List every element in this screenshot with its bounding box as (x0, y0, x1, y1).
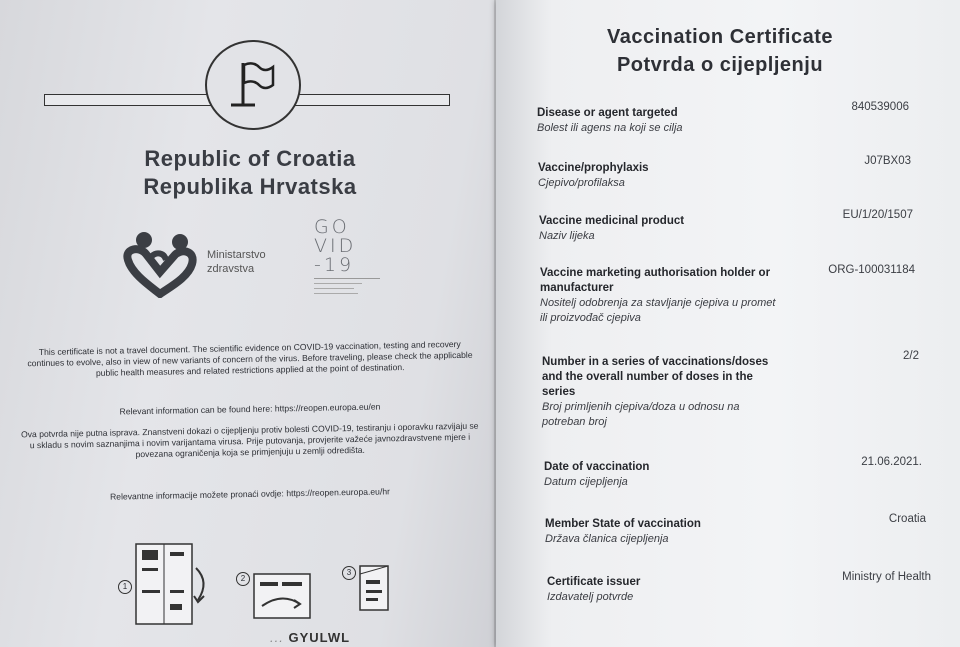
govid-line3: -19 (314, 254, 355, 276)
field-value-marketing-holder: ORG-100031184 (828, 264, 915, 276)
field-label: Vaccine medicinal product (539, 215, 685, 227)
field-value-certificate-issuer: Ministry of Health (842, 571, 931, 583)
certificate-title-en: Vaccination Certificate (606, 26, 834, 48)
field-medicinal-product (539, 214, 779, 244)
govid-line2: VID (314, 235, 357, 257)
field-sublabel: Bolest ili agens na koji se cilja (537, 122, 683, 134)
disclaimer-hr: Ova potvrda nije putna isprava. Znanstveni dokazi o cijepljenju protiv bolesti COVID-19, testiranju i oporavku razvijaju se u skladu s novim saznanjima i novim varijantama virusa. Prije putovanja, provjerite važeće javnozdravstvene mjere i povezana ograničenja koja se primjenjuju u zemlji odredišta. (20, 420, 479, 460)
flag-emblem (205, 40, 301, 130)
field-sublabel: Izdavatelj potvrde (547, 591, 634, 603)
field-date-vaccination (544, 460, 784, 490)
step-number-3: 3 (342, 566, 356, 580)
field-value-vaccine-prophylaxis: J07BX03 (864, 155, 911, 167)
govid-logo (314, 218, 380, 318)
field-sublabel: Cjepivo/profilaksa (538, 177, 625, 189)
field-label: Member State of vaccination (545, 518, 701, 530)
certificate-title-hr: Potvrda o cijepljenju (616, 54, 824, 76)
field-sublabel: Naziv lijeka (539, 230, 595, 242)
field-value-date-vaccination: 21.06.2021. (861, 456, 922, 468)
field-value-dose-number: 2/2 (903, 350, 919, 362)
flag-icon (223, 55, 283, 115)
relevant-info-hr: Relevantne informacije možete pronaći ovdje: https://reopen.europa.eu/hr (109, 486, 391, 502)
field-certificate-issuer (547, 575, 787, 605)
field-sublabel: Nositelj odobrenja za stavljanje cjepiva u promet ili proizvođač cjepiva (540, 297, 776, 324)
ministry-name (207, 248, 266, 276)
step-number-1: 1 (118, 580, 132, 594)
field-sublabel: Broj primljenih cjepiva/doza u odnosu na potreban broj (542, 401, 740, 428)
step-number-2: 2 (236, 572, 250, 586)
field-label: Disease or agent targeted (537, 107, 678, 119)
field-label: Number in a series of vaccinations/doses and the overall number of doses in the series (542, 356, 769, 398)
field-sublabel: Datum cijepljenja (544, 476, 628, 488)
field-dose-number (542, 355, 772, 430)
ministry-heart-logo-icon (122, 226, 198, 303)
field-label: Vaccine marketing authorisation holder or manufacturer (540, 267, 771, 294)
field-value-member-state: Croatia (888, 513, 926, 525)
field-label: Date of vaccination (544, 461, 650, 473)
field-label: Certificate issuer (547, 576, 641, 588)
govid-fine-print (314, 278, 380, 294)
govid-line1: GO (314, 216, 350, 238)
field-marketing-holder (540, 266, 776, 326)
ministry-name-line2: zdravstva (207, 263, 255, 275)
certificate-code: GYULWL (288, 630, 351, 645)
disclaimer-en: This certificate is not a travel document. The scientific evidence on COVID-19 vaccination, testing and recovery continues to evolve, also in view of new variants of concern of the virus. Before traveling, please check the applicable public health measures and related restrictions applied at the point of destination. (27, 338, 473, 378)
field-vaccine-prophylaxis (538, 161, 778, 191)
field-member-state (545, 517, 785, 547)
field-disease (537, 106, 777, 136)
field-label: Vaccine/prophylaxis (538, 162, 649, 174)
country-name-hr: Republika Hrvatska (143, 174, 357, 199)
fold-step-2-icon (250, 568, 314, 624)
fold-step-1-icon (134, 540, 214, 626)
field-sublabel: Država članica cijepljenja (545, 533, 669, 545)
fold-step-3-icon (356, 560, 392, 616)
ministry-name-line1: Ministarstvo (207, 249, 266, 261)
country-name-en: Republic of Croatia (144, 146, 356, 171)
field-value-disease: 840539006 (851, 101, 909, 113)
relevant-info-en: Relevant information can be found here: https://reopen.europa.eu/en (119, 401, 381, 417)
field-value-medicinal-product: EU/1/20/1507 (842, 209, 913, 221)
certificate-code-partial: ... GYULWL (270, 630, 351, 645)
